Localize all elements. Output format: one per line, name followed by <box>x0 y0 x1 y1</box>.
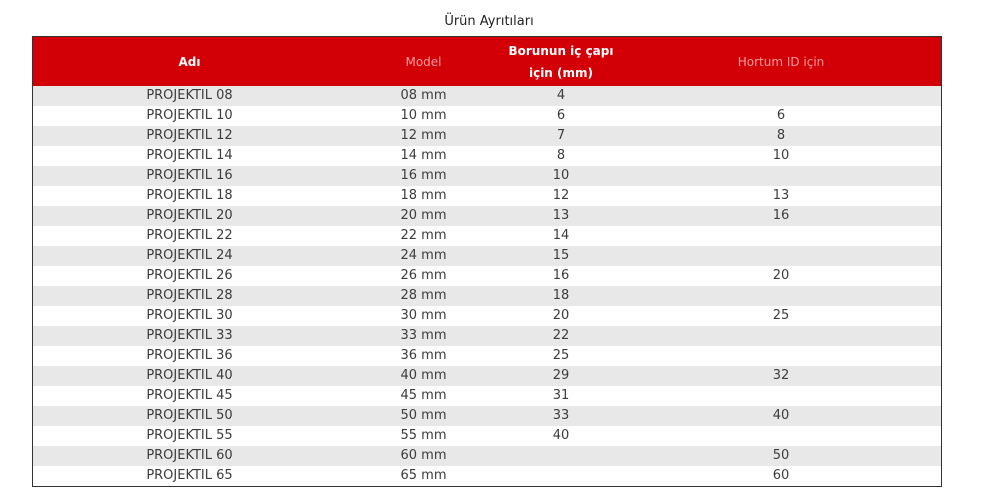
cell-model: 30 mm <box>346 306 501 326</box>
cell-model: 50 mm <box>346 406 501 426</box>
cell-pipe-id: 7 <box>501 126 621 146</box>
table-row <box>33 306 941 326</box>
table-row <box>33 286 941 306</box>
header-name: Adı <box>33 37 346 86</box>
table-row <box>33 106 941 126</box>
cell-model: 28 mm <box>346 286 501 306</box>
table-header-row <box>33 37 941 86</box>
cell-model: 20 mm <box>346 206 501 226</box>
cell-pipe-id: 20 <box>501 306 621 326</box>
cell-model: 55 mm <box>346 426 501 446</box>
table-row <box>33 466 941 486</box>
cell-name: PROJEKTIL 55 <box>33 426 346 446</box>
cell-name: PROJEKTIL 12 <box>33 126 346 146</box>
cell-model: 18 mm <box>346 186 501 206</box>
table-row <box>33 446 941 466</box>
cell-pipe-id <box>501 446 621 466</box>
cell-hose-id: 50 <box>621 446 941 466</box>
cell-hose-id <box>621 386 941 406</box>
cell-name: PROJEKTIL 22 <box>33 226 346 246</box>
table-row <box>33 86 941 106</box>
cell-hose-id: 32 <box>621 366 941 386</box>
table-row <box>33 326 941 346</box>
cell-pipe-id: 25 <box>501 346 621 366</box>
cell-hose-id: 6 <box>621 106 941 126</box>
cell-hose-id <box>621 246 941 266</box>
cell-name: PROJEKTIL 65 <box>33 466 346 486</box>
cell-model: 22 mm <box>346 226 501 246</box>
cell-hose-id <box>621 426 941 446</box>
cell-model: 33 mm <box>346 326 501 346</box>
cell-model: 08 mm <box>346 86 501 106</box>
cell-hose-id: 13 <box>621 186 941 206</box>
cell-hose-id: 25 <box>621 306 941 326</box>
cell-name: PROJEKTIL 10 <box>33 106 346 126</box>
cell-hose-id <box>621 166 941 186</box>
cell-pipe-id: 10 <box>501 166 621 186</box>
table-body <box>33 86 941 486</box>
header-hose-id: Hortum ID için <box>621 37 941 86</box>
cell-name: PROJEKTIL 28 <box>33 286 346 306</box>
cell-model: 40 mm <box>346 366 501 386</box>
cell-model: 10 mm <box>346 106 501 126</box>
table-row <box>33 126 941 146</box>
cell-name: PROJEKTIL 18 <box>33 186 346 206</box>
cell-name: PROJEKTIL 30 <box>33 306 346 326</box>
header-model: Model <box>346 37 501 86</box>
cell-hose-id: 60 <box>621 466 941 486</box>
cell-pipe-id: 4 <box>501 86 621 106</box>
product-details-table <box>32 36 942 487</box>
table-row <box>33 246 941 266</box>
cell-model: 45 mm <box>346 386 501 406</box>
cell-model: 26 mm <box>346 266 501 286</box>
cell-hose-id <box>621 86 941 106</box>
table-row <box>33 206 941 226</box>
cell-name: PROJEKTIL 50 <box>33 406 346 426</box>
cell-pipe-id: 40 <box>501 426 621 446</box>
table-row <box>33 406 941 426</box>
cell-pipe-id <box>501 466 621 486</box>
cell-model: 36 mm <box>346 346 501 366</box>
table-row <box>33 366 941 386</box>
table-row <box>33 186 941 206</box>
table-row <box>33 266 941 286</box>
cell-pipe-id: 12 <box>501 186 621 206</box>
cell-model: 60 mm <box>346 446 501 466</box>
cell-hose-id <box>621 226 941 246</box>
cell-hose-id: 8 <box>621 126 941 146</box>
table-row <box>33 346 941 366</box>
cell-pipe-id: 13 <box>501 206 621 226</box>
cell-name: PROJEKTIL 24 <box>33 246 346 266</box>
table-row <box>33 426 941 446</box>
table-row <box>33 146 941 166</box>
cell-model: 65 mm <box>346 466 501 486</box>
cell-pipe-id: 29 <box>501 366 621 386</box>
cell-pipe-id: 18 <box>501 286 621 306</box>
cell-pipe-id: 6 <box>501 106 621 126</box>
cell-name: PROJEKTIL 08 <box>33 86 346 106</box>
cell-name: PROJEKTIL 40 <box>33 366 346 386</box>
cell-pipe-id: 16 <box>501 266 621 286</box>
cell-hose-id <box>621 286 941 306</box>
cell-pipe-id: 8 <box>501 146 621 166</box>
cell-hose-id <box>621 346 941 366</box>
cell-name: PROJEKTIL 45 <box>33 386 346 406</box>
cell-name: PROJEKTIL 20 <box>33 206 346 226</box>
table-row <box>33 386 941 406</box>
table-caption: Ürün Ayrıtıları <box>444 14 534 29</box>
cell-pipe-id: 31 <box>501 386 621 406</box>
cell-name: PROJEKTIL 60 <box>33 446 346 466</box>
table-row <box>33 226 941 246</box>
cell-model: 12 mm <box>346 126 501 146</box>
cell-hose-id: 16 <box>621 206 941 226</box>
cell-name: PROJEKTIL 26 <box>33 266 346 286</box>
cell-pipe-id: 14 <box>501 226 621 246</box>
cell-pipe-id: 15 <box>501 246 621 266</box>
table-row <box>33 166 941 186</box>
cell-pipe-id: 33 <box>501 406 621 426</box>
cell-name: PROJEKTIL 14 <box>33 146 346 166</box>
cell-pipe-id: 22 <box>501 326 621 346</box>
cell-hose-id <box>621 326 941 346</box>
cell-model: 24 mm <box>346 246 501 266</box>
cell-name: PROJEKTIL 33 <box>33 326 346 346</box>
cell-model: 16 mm <box>346 166 501 186</box>
cell-model: 14 mm <box>346 146 501 166</box>
cell-hose-id: 20 <box>621 266 941 286</box>
cell-hose-id: 40 <box>621 406 941 426</box>
cell-name: PROJEKTIL 16 <box>33 166 346 186</box>
cell-hose-id: 10 <box>621 146 941 166</box>
cell-name: PROJEKTIL 36 <box>33 346 346 366</box>
header-pipe-id: Borunun iç çapı için (mm) <box>501 37 621 86</box>
